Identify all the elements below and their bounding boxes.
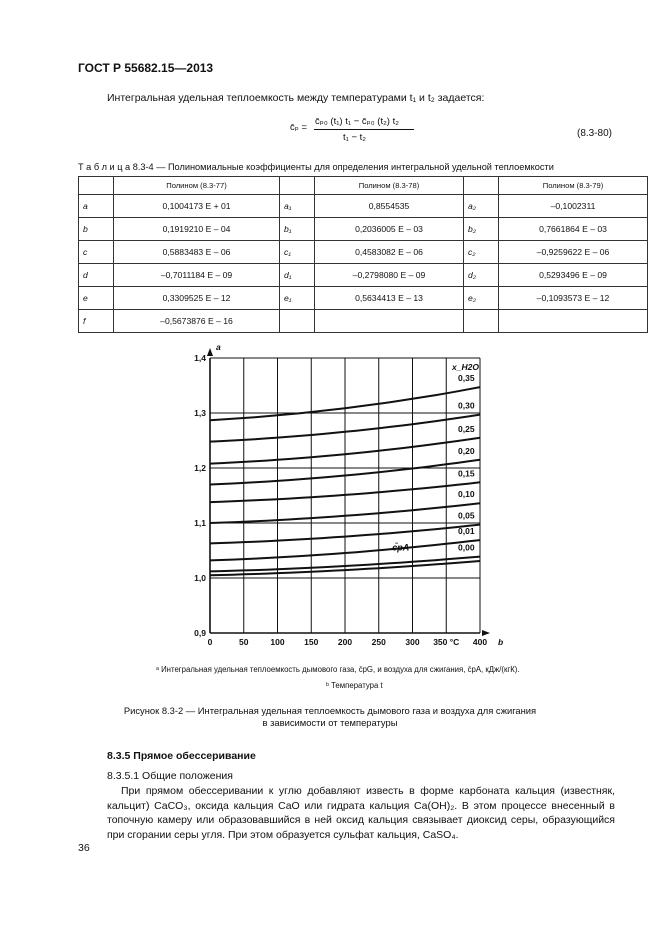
heat-capacity-chart [185,338,505,656]
header-poly-77: Полином (8.3-77) [114,177,280,195]
x-tick-label: 0 [207,637,213,647]
coef-symbol: e₁ [280,287,315,310]
coef-value: 0,3309525 E – 12 [114,287,280,310]
header-blank [464,177,499,195]
x-axis-arrow [482,630,490,636]
coef-symbol: d [79,264,114,287]
document-header: ГОСТ Р 55682.15—2013 [78,61,214,75]
y-tick-label: 1,3 [194,408,206,418]
coef-value: –0,2798080 E – 09 [315,264,464,287]
coef-symbol: a [79,195,114,218]
figure-caption [80,705,580,729]
paragraph-text: При прямом обессеривании к углю добавляют известь в форме карбоната кальция (известняк, кальцит) CaCO₃, оксида кальция CaO или гидрата кальция Ca(OH)₂. В этом процессе внесенный в топочную камеру или образовавшийся в ней оксид кальция связывает диоксид серы, образующийся при сгорании серы угля. При этом образуется сульфат кальция, CaSO₄. [107,785,615,841]
series-label: 0,10 [458,489,475,500]
coef-symbol: a₁ [280,195,315,218]
x-tick-label: 100 [270,637,285,647]
coef-symbol: d₁ [280,264,315,287]
series-label: 0,20 [458,445,475,456]
coef-symbol: f [79,310,114,333]
coef-value: 0,2036005 E – 03 [315,218,464,241]
coef-symbol: b [79,218,114,241]
coef-symbol: c₁ [280,241,315,264]
table-row [79,310,648,333]
header-poly-78: Полином (8.3-78) [315,177,464,195]
figure-note-a: ᵃ Интегральная удельная теплоемкость дымового газа, c̄pG, и воздуха для сжигания, c̄pA, кДж/(кгК). [156,665,520,674]
coef-symbol: b₁ [280,218,315,241]
series-annotation: c̄pA [392,542,410,553]
x-tick-label: 200 [337,637,353,647]
section-title: 8.3.5 Прямое обессеривание [107,750,256,762]
y-axis-arrow [207,348,213,356]
coef-value: 0,7661864 E – 03 [499,218,648,241]
legend-title: x_H2O [452,362,479,372]
formula-numerator: c̄ₚ₀ (t₁) t₁ − c̄ₚ₀ (t₂) t₂ [315,116,399,127]
page-number: 36 [78,842,90,854]
coef-value: –0,1002311 [499,195,648,218]
coef-value: –0,7011184 E – 09 [114,264,280,287]
coef-value: 0,1919210 E – 04 [114,218,280,241]
header-poly-79: Полином (8.3-79) [499,177,648,195]
x-axis-label: b [498,637,504,647]
series-label: 0,30 [458,400,475,411]
coef-value: 0,5634413 E – 13 [315,287,464,310]
x-tick-label: 150 [304,637,319,647]
figure-caption-line1: Рисунок 8.3-2 — Интегральная удельная теплоемкость дымового газа и воздуха для сжигания [123,705,537,716]
coef-value: 0,8554535 [315,195,464,218]
coefficients-table [78,176,648,333]
coef-symbol: c [79,241,114,264]
table-header-row [79,177,648,195]
table-row [79,287,648,310]
x-tick-label: 300 [405,637,420,647]
table-row [79,264,648,287]
coef-value: 0,5883483 E – 06 [114,241,280,264]
coef-value: 0,4583082 E – 06 [315,241,464,264]
figure-note-b: ᵇ Температура t [326,681,383,690]
series-label: 0,15 [458,468,475,479]
formula-lhs: c̄ₚ = [290,122,308,133]
y-tick-label: 0,9 [194,628,206,638]
x-tick-label: 350 °C [433,637,460,647]
x-tick-label: 50 [239,637,249,647]
y-tick-label: 1,4 [194,353,206,363]
coef-symbol: b₂ [464,218,499,241]
table-row [79,195,648,218]
coef-symbol [464,310,499,333]
coef-value [499,310,648,333]
header-blank [79,177,114,195]
y-tick-label: 1,1 [194,518,206,528]
intro-text: Интегральная удельная теплоемкость между температурами t₁ и t₂ задается: [107,92,485,104]
x-tick-label: 400 [472,637,488,647]
table-row [79,241,648,264]
coef-value: –0,1093573 E – 12 [499,287,648,310]
series-label: 0,35 [458,373,475,384]
table-caption: Т а б л и ц а 8.3-4 — Полиномиальные коэффициенты для определения интегральной удельной теплоемкости [78,162,554,172]
x-tick-label: 250 [371,637,386,647]
coef-symbol: e₂ [464,287,499,310]
figure-caption-line2: в зависимости от температуры [262,717,398,728]
coef-value: –0,9259622 E – 06 [499,241,648,264]
coef-value: –0,5673876 E – 16 [114,310,280,333]
subsection-title: 8.3.5.1 Общие положения [107,770,233,782]
equation-number: (8.3-80) [577,128,613,139]
coef-value: 0,5293496 E – 09 [499,264,648,287]
coef-value [315,310,464,333]
y-tick-label: 1,0 [194,573,206,583]
coef-symbol: c₂ [464,241,499,264]
series-label: 0,05 [458,510,475,521]
coef-symbol: a₂ [464,195,499,218]
fraction-bar [314,129,414,130]
series-label: 0,01 [458,526,475,537]
series-label: 0,25 [458,423,475,434]
header-blank [280,177,315,195]
coef-value: 0,1004173 E + 01 [114,195,280,218]
body-paragraph [107,784,615,842]
coef-symbol: d₂ [464,264,499,287]
series-label: 0,00 [458,542,475,553]
coef-symbol: e [79,287,114,310]
y-tick-label: 1,2 [194,463,206,473]
formula [290,114,420,146]
y-axis-label: a [216,342,221,352]
formula-denominator: t₁ − t₂ [343,132,366,143]
coef-symbol [280,310,315,333]
table-row [79,218,648,241]
